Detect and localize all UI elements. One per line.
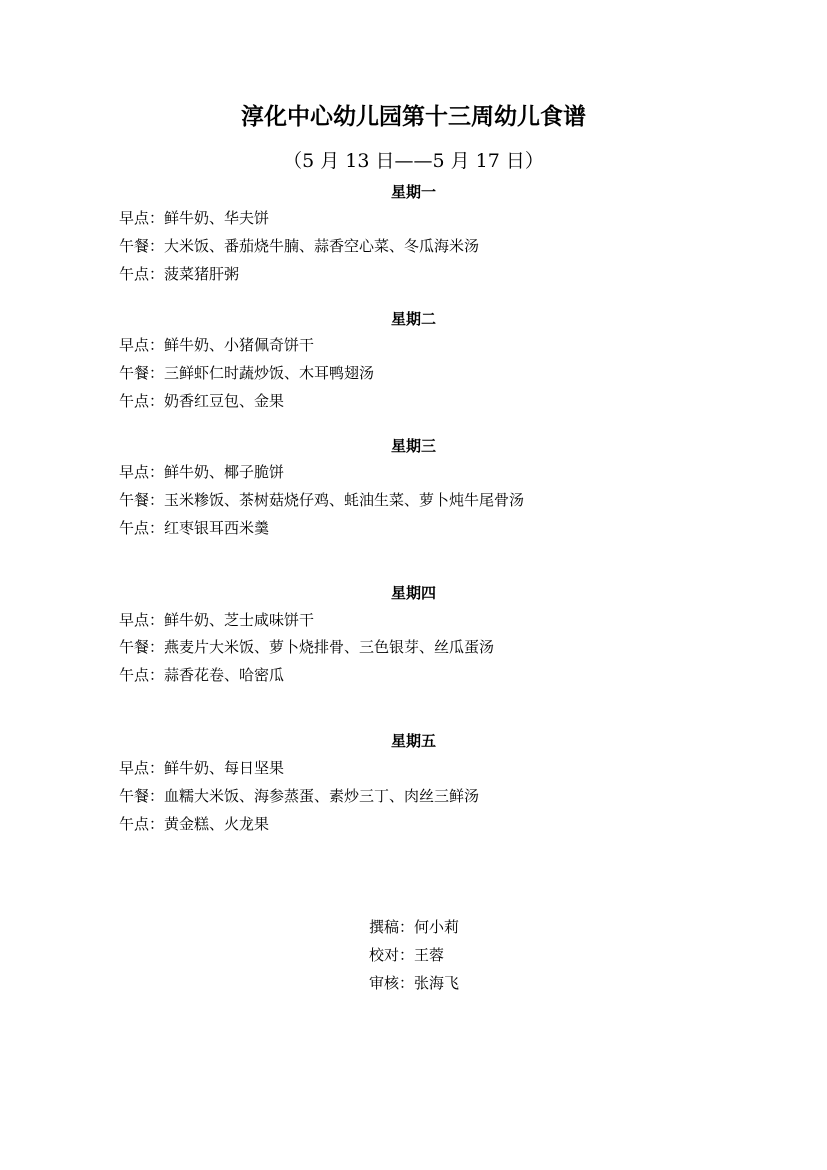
day-heading-thursday: 星期四 xyxy=(390,584,436,602)
day-heading-wednesday: 星期三 xyxy=(390,437,436,455)
day-heading-friday: 星期五 xyxy=(390,732,436,750)
monday-snack: 午点：菠菜猪肝粥 xyxy=(119,265,240,283)
page-title: 淳化中心幼儿园第十三周幼儿食谱 xyxy=(241,103,586,130)
credit-proofreader: 校对：王蓉 xyxy=(369,946,445,964)
wednesday-lunch: 午餐：玉米糁饭、茶树菇烧仔鸡、蚝油生菜、萝卜炖牛尾骨汤 xyxy=(119,491,525,509)
monday-breakfast: 早点：鲜牛奶、华夫饼 xyxy=(119,209,270,227)
date-range: （5 月 13 日——5 月 17 日） xyxy=(283,150,544,172)
day-heading-tuesday: 星期二 xyxy=(390,310,436,328)
tuesday-lunch: 午餐：三鲜虾仁时蔬炒饭、木耳鸭翅汤 xyxy=(119,364,375,382)
credit-writer: 撰稿：何小莉 xyxy=(369,918,460,936)
tuesday-breakfast: 早点：鲜牛奶、小猪佩奇饼干 xyxy=(119,336,315,354)
monday-lunch: 午餐：大米饭、番茄烧牛腩、蒜香空心菜、冬瓜海米汤 xyxy=(119,237,480,255)
wednesday-breakfast: 早点：鲜牛奶、椰子脆饼 xyxy=(119,463,285,481)
friday-lunch: 午餐：血糯大米饭、海参蒸蛋、素炒三丁、肉丝三鲜汤 xyxy=(119,787,480,805)
thursday-snack: 午点：蒜香花卷、哈密瓜 xyxy=(119,666,285,684)
friday-snack: 午点：黄金糕、火龙果 xyxy=(119,815,270,833)
day-heading-monday: 星期一 xyxy=(390,183,436,201)
friday-breakfast: 早点：鲜牛奶、每日坚果 xyxy=(119,759,285,777)
thursday-breakfast: 早点：鲜牛奶、芝士咸味饼干 xyxy=(119,611,315,629)
wednesday-snack: 午点：红枣银耳西米羹 xyxy=(119,519,270,537)
tuesday-snack: 午点：奶香红豆包、金果 xyxy=(119,392,285,410)
credit-reviewer: 审核：张海飞 xyxy=(369,974,460,992)
thursday-lunch: 午餐：燕麦片大米饭、萝卜烧排骨、三色银芽、丝瓜蛋汤 xyxy=(119,638,495,656)
